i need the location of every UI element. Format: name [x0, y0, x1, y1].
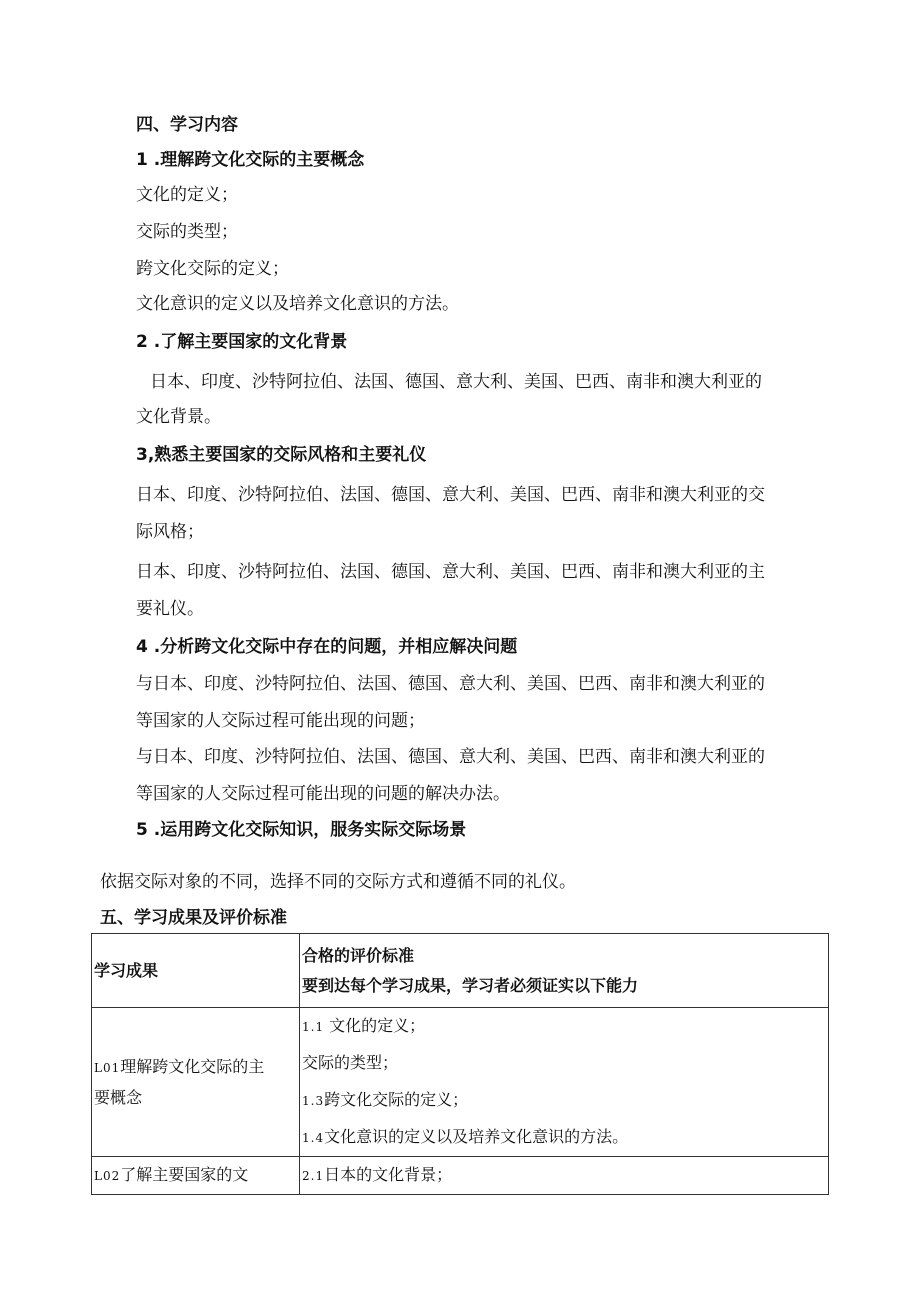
outcome-code: L01: [94, 1060, 121, 1075]
item-4-line: 等国家的人交际过程可能出现的问题的解决办法。: [136, 784, 510, 804]
criterion-text: 文化意识的定义以及培养文化意识的方法。: [324, 1127, 629, 1146]
item-1-line: 跨文化交际的定义；: [136, 259, 289, 279]
item-3-heading: 3,熟悉主要国家的交际风格和主要礼仪: [136, 445, 427, 465]
criterion-num: 1.1: [302, 1020, 325, 1034]
outcome-text: 要概念: [94, 1087, 143, 1107]
outcome-text: 理解跨文化交际的主: [120, 1056, 265, 1076]
outcome-cell: [92, 1008, 300, 1157]
table-row: [92, 1008, 829, 1157]
item-5-line: 依据交际对象的不同，选择不同的交际方式和遵循不同的礼仪。: [100, 872, 576, 892]
item-1-line: 交际的类型；: [136, 222, 238, 242]
item-3-line: 要礼仪。: [136, 599, 204, 619]
item-4-line: 与日本、印度、沙特阿拉伯、法国、德国、意大利、美国、巴西、南非和澳大利亚的: [136, 674, 765, 694]
criteria-cell: [300, 1008, 829, 1157]
item-4-heading: 4 .分析跨文化交际中存在的问题，并相应解决问题: [136, 637, 518, 657]
item-2-line: 日本、印度、沙特阿拉伯、法国、德国、意大利、美国、巴西、南非和澳大利亚的: [150, 372, 762, 392]
table-row: [92, 1157, 829, 1195]
table-header-row: [92, 934, 829, 1008]
outcome-text: 了解主要国家的文: [120, 1165, 249, 1184]
item-3-line: 日本、印度、沙特阿拉伯、法国、德国、意大利、美国、巴西、南非和澳大利亚的交: [136, 485, 765, 505]
item-3-line: 日本、印度、沙特阿拉伯、法国、德国、意大利、美国、巴西、南非和澳大利亚的主: [136, 562, 765, 582]
item-1-heading: 1 .理解跨文化交际的主要概念: [136, 150, 365, 170]
item-2-heading: 2 .了解主要国家的文化背景: [136, 332, 348, 352]
criteria-cell: [300, 1157, 829, 1195]
criterion-text: 文化的定义；: [324, 1016, 426, 1035]
item-2-line: 文化背景。: [136, 407, 221, 427]
criterion-num: 1.3: [302, 1094, 325, 1108]
evaluation-table: [91, 933, 829, 1195]
section-5-heading: 五、学习成果及评价标准: [100, 908, 287, 928]
outcome-cell: [92, 1157, 300, 1195]
criterion-num: 2.1: [302, 1169, 325, 1183]
item-1-line: 文化意识的定义以及培养文化意识的方法。: [136, 294, 459, 314]
item-3-line: 际风格；: [136, 522, 204, 542]
criterion-text: 交际的类型；: [302, 1053, 399, 1072]
header-outcome: 学习成果: [92, 934, 300, 1008]
outcome-code: L02: [94, 1169, 121, 1183]
item-4-line: 等国家的人交际过程可能出现的问题；: [136, 711, 425, 731]
header-criteria: 合格的评价标准 要到达每个学习成果，学习者必须证实以下能力: [300, 934, 829, 1008]
criterion-text: 日本的文化背景；: [324, 1165, 453, 1184]
section-4-heading: 四、学习内容: [136, 115, 238, 135]
item-4-line: 与日本、印度、沙特阿拉伯、法国、德国、意大利、美国、巴西、南非和澳大利亚的: [136, 747, 765, 767]
item-1-line: 文化的定义；: [136, 185, 238, 205]
criterion-num: 1.4: [302, 1131, 325, 1145]
item-5-heading: 5 .运用跨文化交际知识，服务实际交际场景: [136, 820, 467, 840]
criterion-text: 跨文化交际的定义；: [324, 1090, 469, 1109]
